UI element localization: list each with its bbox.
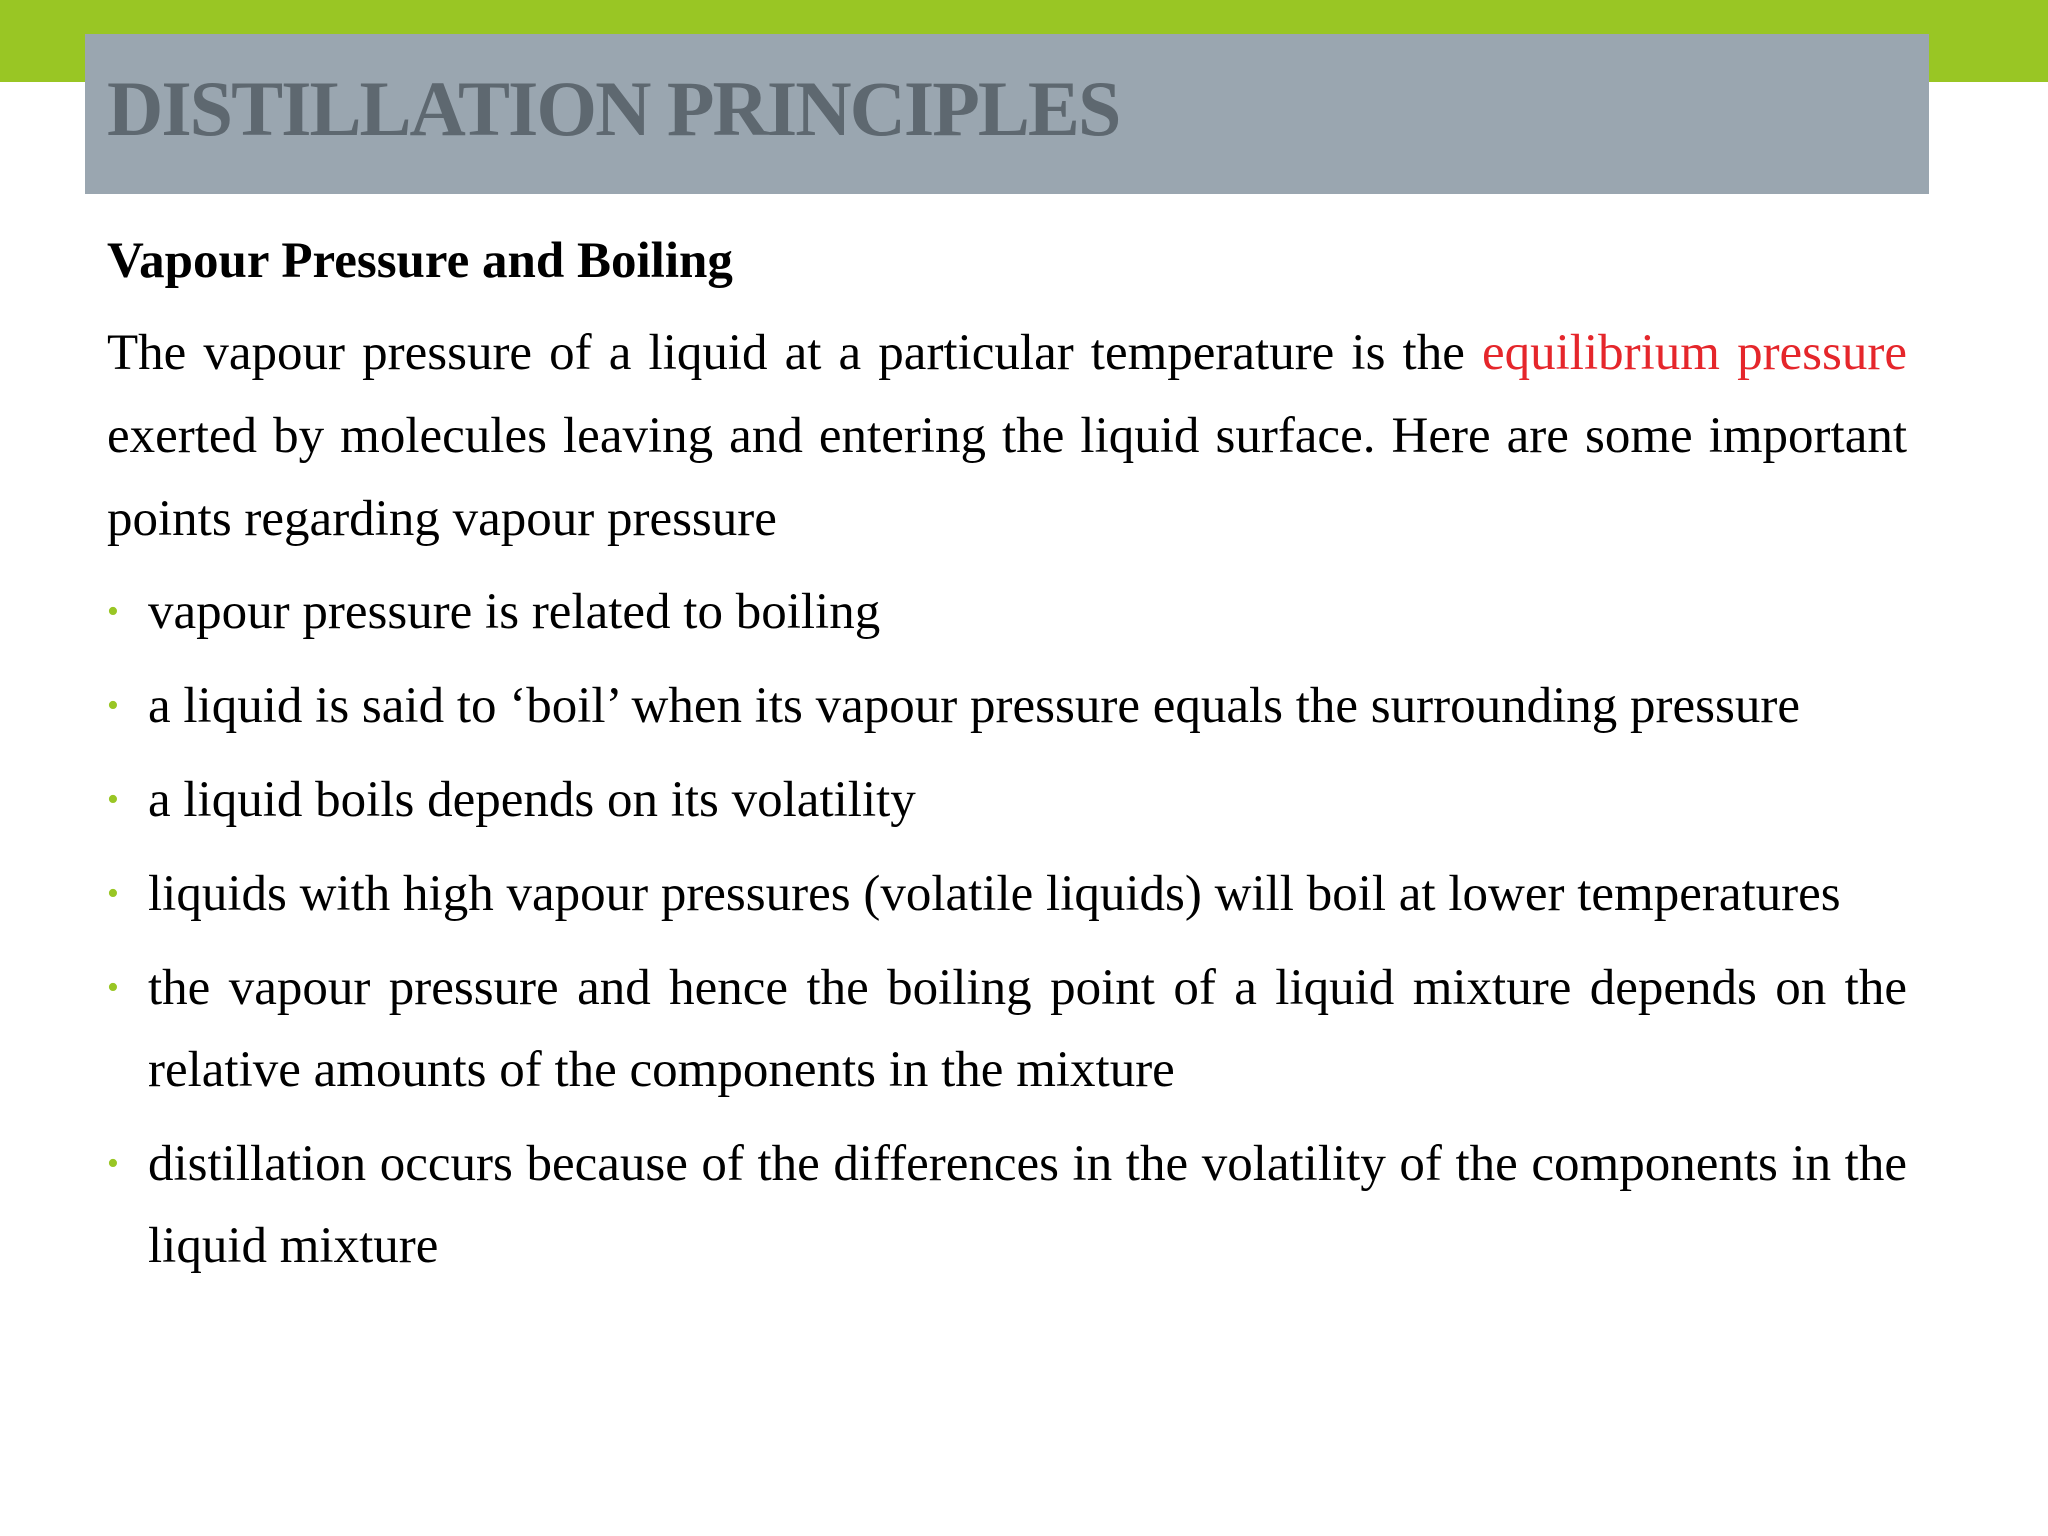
bullet-icon: •	[107, 687, 119, 724]
bullet-text: a liquid is said to ‘boil’ when its vapour pressure equals the surrounding pressure	[148, 678, 1800, 734]
bullet-item	[107, 853, 1907, 935]
bullet-text: the vapour pressure and hence the boiling point of a liquid mixture depends on the relative amounts of the components in the mixture	[148, 960, 1907, 1098]
intro-text-after: exerted by molecules leaving and entering the liquid surface. Here are some important points regarding vapour pressure	[107, 408, 1907, 547]
bullet-text: liquids with high vapour pressures (volatile liquids) will boil at lower temperatures	[148, 866, 1841, 922]
bullet-item	[107, 1123, 1907, 1287]
bullet-item	[107, 759, 1907, 841]
bullet-text: a liquid boils depends on its volatility	[148, 772, 916, 828]
intro-highlight: equilibrium pressure	[1481, 325, 1907, 381]
slide-subtitle: Vapour Pressure and Boiling	[107, 233, 733, 289]
bullet-icon: •	[107, 875, 119, 912]
bullet-item	[107, 571, 1907, 653]
title-banner	[85, 34, 1929, 194]
bullet-icon: •	[107, 1145, 119, 1182]
bullet-icon: •	[107, 969, 119, 1006]
bullet-item	[107, 665, 1907, 747]
bullet-text: distillation occurs because of the differences in the volatility of the components in the liquid mixture	[148, 1136, 1907, 1274]
slide-content	[107, 222, 1907, 1299]
slide-title: DISTILLATION PRINCIPLES	[107, 65, 1120, 152]
intro-text-before: The vapour pressure of a liquid at a particular temperature is the	[107, 325, 1482, 381]
bullet-item	[107, 947, 1907, 1111]
bullet-icon: •	[107, 781, 119, 818]
bullet-text: vapour pressure is related to boiling	[148, 584, 881, 640]
intro-paragraph	[107, 312, 1907, 561]
bullet-list	[107, 571, 1907, 1287]
bullet-icon: •	[107, 593, 119, 630]
